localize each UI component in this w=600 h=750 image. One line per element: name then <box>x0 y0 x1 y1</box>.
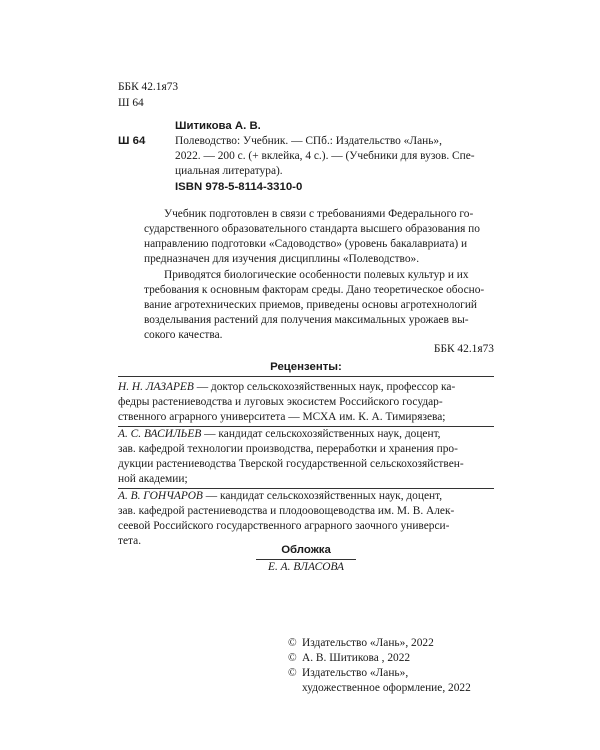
reviewer-name: А. С. ВАСИЛЬЕВ <box>118 428 202 440</box>
reviewer-text: — доктор сельскохозяйственных наук, профессор ка- <box>193 381 456 393</box>
reviewer-text: зав. кафедрой технологии производства, переработки и хранения про- <box>118 443 458 455</box>
cover-title: Обложка <box>281 544 331 556</box>
entry-code: Ш 64 <box>118 135 146 147</box>
abstract-line: сокого качества. <box>144 329 223 341</box>
copyright-text: А. В. Шитикова , 2022 <box>302 652 411 664</box>
reviewer-name: А. В. ГОНЧАРОВ <box>118 490 203 502</box>
entry-description <box>175 134 493 179</box>
abstract-line: сударственного образовательного стандарта высшего образования по <box>144 223 480 235</box>
reviewers-title: Рецензенты: <box>270 361 342 373</box>
copyright-icon: © <box>288 652 297 664</box>
cover-designer <box>118 560 494 575</box>
copyright-icon: © <box>288 637 297 649</box>
abstract-paragraph-1 <box>144 207 494 267</box>
abstract-bbk: ББК 42.1я73 <box>433 343 494 355</box>
abstract-line: вание агротехнических приемов, приведены основы агротехнологий <box>144 299 478 311</box>
abstract-line: возделывания растений для получения максимальных урожаев вы- <box>144 314 469 326</box>
reviewer-1 <box>118 380 494 425</box>
reviewer-text: ственного аграрного университета — МСХА им. К. А. Тимирязева; <box>118 411 446 423</box>
reviewer-text: — кандидат сельскохозяйственных наук, доцент, <box>201 428 441 440</box>
reviewer-3 <box>118 489 494 549</box>
reviewer-text: дукции растениеводства Тверской государственной сельскохозяйствен- <box>118 458 464 470</box>
copyright-text: Издательство «Лань», 2022 <box>302 637 434 649</box>
copyright-line-continuation: художественное оформление, 2022 <box>302 682 471 694</box>
copyright-line <box>288 636 498 651</box>
reviewer-text: тета. <box>118 535 142 547</box>
reviewer-text: зав. кафедрой растениеводства и плодоовощеводства им. М. В. Алек- <box>118 505 455 517</box>
copyright-block <box>288 636 498 696</box>
header-bbk: ББК 42.1я73 <box>118 81 179 93</box>
reviewer-text: ной академии; <box>118 473 188 485</box>
copyright-line <box>288 651 498 666</box>
copyright-text: Издательство «Лань», <box>302 667 409 679</box>
header-author-code: Ш 64 <box>118 97 144 109</box>
entry-description-line: Полеводство: Учебник. — СПб.: Издательство «Лань», <box>175 135 442 147</box>
entry-isbn: ISBN 978-5-8114-3310-0 <box>175 181 303 193</box>
reviewer-text: сеевой Российского государственного аграрного заочного универси- <box>118 520 450 532</box>
reviewer-text: — кандидат сельскохозяйственных наук, доцент, <box>202 490 443 502</box>
abstract-line: предназначен для изучения дисциплины «Полеводство». <box>144 253 420 265</box>
entry-description-line: 2022. — 200 с. (+ вклейка, 4 с.). — (Учебники для вузов. Спе- <box>175 150 475 162</box>
reviewers-rule-top <box>118 376 494 377</box>
cover-designer-name: Е. А. ВЛАСОВА <box>268 561 344 573</box>
reviewer-2 <box>118 427 494 487</box>
entry-author: Шитикова А. В. <box>175 120 261 132</box>
abstract-line: Учебник подготовлен в связи с требованиями Федерального го- <box>164 208 474 220</box>
abstract-paragraph-2 <box>144 268 494 343</box>
copyright-line <box>288 666 498 681</box>
abstract-line: направлению подготовки «Садоводство» (уровень бакалавриата) и <box>144 238 468 250</box>
entry-description-line: циальная литература). <box>175 165 283 177</box>
abstract-line: требования к основным факторам среды. Дано теоретическое обосно- <box>144 284 485 296</box>
copyright-icon: © <box>288 667 297 679</box>
reviewer-text: федры растениеводства и луговых экосистем Российского государ- <box>118 396 443 408</box>
abstract-line: Приводятся биологические особенности полевых культур и их <box>164 269 469 281</box>
reviewer-name: Н. Н. ЛАЗАРЕВ <box>118 381 194 393</box>
